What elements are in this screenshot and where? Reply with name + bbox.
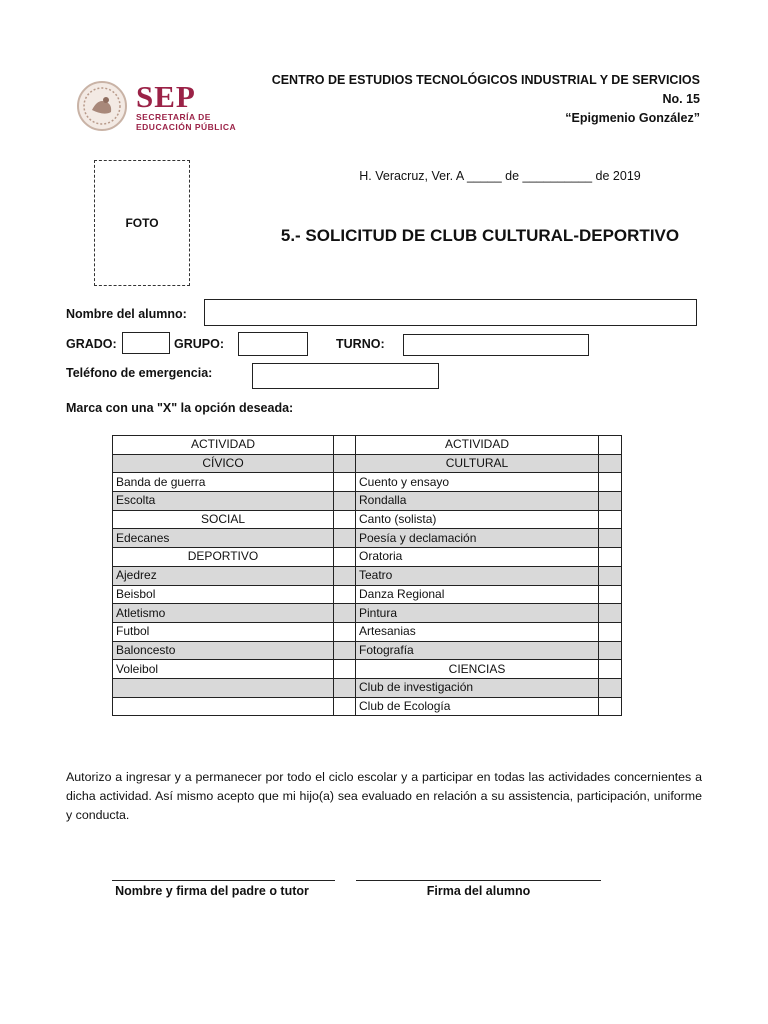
parent-signature-line [112,880,335,881]
table-row [113,604,622,623]
table-row [113,454,622,473]
table-row [113,510,622,529]
table-row [113,622,622,641]
mark-right-cell[interactable] [599,510,622,529]
logo-text: SEP [136,79,196,114]
mark-left-cell[interactable] [334,548,356,567]
mark-left-cell[interactable] [334,436,356,455]
table-row [113,492,622,511]
page-title: 5.- SOLICITUD DE CLUB CULTURAL-DEPORTIVO [280,226,680,245]
activity-left-cell: Futbol [113,622,334,641]
student-name-field[interactable] [204,299,697,326]
mark-right-cell[interactable] [599,604,622,623]
activity-left-cell: Edecanes [113,529,334,548]
mark-right-cell[interactable] [599,641,622,660]
activity-left-cell: Ajedrez [113,566,334,585]
mark-right-cell[interactable] [599,678,622,697]
institution-name: CENTRO DE ESTUDIOS TECNOLÓGICOS INDUSTRIAL Y DE SERVICIOS No. 15 [271,73,700,106]
activity-right-cell: Danza Regional [356,585,599,604]
table-row [113,566,622,585]
mark-right-cell[interactable] [599,454,622,473]
activity-right-cell: CULTURAL [356,454,599,473]
activity-right-cell: Fotografía [356,641,599,660]
emergency-phone-field[interactable] [252,363,439,389]
instruction-text: Marca con una "X" la opción deseada: [66,401,294,415]
table-row [113,548,622,567]
mark-right-cell[interactable] [599,492,622,511]
activity-left-cell: SOCIAL [113,510,334,529]
mark-left-cell[interactable] [334,566,356,585]
grade-label: GRADO: [66,337,117,351]
mark-right-cell[interactable] [599,697,622,716]
mark-left-cell[interactable] [334,529,356,548]
student-signature-line [356,880,601,881]
activity-left-cell: Beisbol [113,585,334,604]
sep-logo [76,80,241,132]
mark-right-cell[interactable] [599,622,622,641]
activity-left-cell [113,697,334,716]
table-row [113,641,622,660]
institution-header [250,71,700,128]
activity-right-cell: Club de investigación [356,678,599,697]
activity-left-cell: Banda de guerra [113,473,334,492]
activity-left-cell: CÍVICO [113,454,334,473]
mark-right-cell[interactable] [599,566,622,585]
student-signature-label: Firma del alumno [426,884,531,898]
activity-left-cell: Voleibol [113,660,334,679]
activity-right-cell: Canto (solista) [356,510,599,529]
mark-right-cell[interactable] [599,436,622,455]
place-date-line: H. Veracruz, Ver. A _____ de __________ de 2019 [359,169,641,183]
grade-field[interactable] [122,332,170,354]
activity-left-cell: Atletismo [113,604,334,623]
activity-right-cell: Poesía y declamación [356,529,599,548]
table-row [113,436,622,455]
mark-left-cell[interactable] [334,510,356,529]
mark-left-cell[interactable] [334,473,356,492]
activity-right-cell: Club de Ecología [356,697,599,716]
mark-left-cell[interactable] [334,660,356,679]
group-field[interactable] [238,332,308,356]
table-row [113,473,622,492]
activity-right-cell: Artesanias [356,622,599,641]
mark-left-cell[interactable] [334,492,356,511]
mark-left-cell[interactable] [334,604,356,623]
logo-subtitle [136,112,236,132]
authorization-text: Autorizo a ingresar y a permanecer por todo el ciclo escolar y a participar en todas las actividades concernientes a dicha actividad. Así mismo acepto que mi hijo(a) sea evaluado en relación a su assistencia, participación, uniforme y conducta. [66,770,702,822]
mark-left-cell[interactable] [334,585,356,604]
mark-left-cell[interactable] [334,678,356,697]
activity-left-cell: DEPORTIVO [113,548,334,567]
activity-left-cell [113,678,334,697]
activity-left-cell: Baloncesto [113,641,334,660]
activity-right-cell: Rondalla [356,492,599,511]
mark-right-cell[interactable] [599,548,622,567]
photo-box [94,160,190,286]
table-row [113,678,622,697]
emergency-phone-label: Teléfono de emergencia: [66,366,213,380]
table-row [113,529,622,548]
activity-right-cell: Cuento y ensayo [356,473,599,492]
activity-right-cell: CIENCIAS [356,660,599,679]
mark-left-cell[interactable] [334,454,356,473]
school-name: “Epigmenio González” [565,111,700,125]
activity-right-cell: Oratoria [356,548,599,567]
mark-right-cell[interactable] [599,660,622,679]
activity-right-cell: Teatro [356,566,599,585]
mark-right-cell[interactable] [599,529,622,548]
shift-label: TURNO: [336,337,385,351]
mark-right-cell[interactable] [599,473,622,492]
activity-right-cell: Pintura [356,604,599,623]
table-row [113,697,622,716]
logo-subtitle-line-2: EDUCACIÓN PÚBLICA [136,122,237,132]
mark-left-cell[interactable] [334,622,356,641]
group-label: GRUPO: [174,337,224,351]
table-row [113,585,622,604]
activity-left-cell: Escolta [113,492,334,511]
table-row [113,660,622,679]
photo-label: FOTO [125,216,159,230]
mexico-seal-icon [76,80,128,132]
mark-left-cell[interactable] [334,641,356,660]
activity-left-cell: ACTIVIDAD [113,436,334,455]
activity-right-cell: ACTIVIDAD [356,436,599,455]
mark-left-cell[interactable] [334,697,356,716]
shift-field[interactable] [403,334,589,356]
parent-signature-label: Nombre y firma del padre o tutor [115,884,309,898]
activities-table [112,435,622,716]
logo-subtitle-line-1: SECRETARÍA DE [136,112,211,122]
mark-right-cell[interactable] [599,585,622,604]
student-name-label: Nombre del alumno: [66,307,187,321]
